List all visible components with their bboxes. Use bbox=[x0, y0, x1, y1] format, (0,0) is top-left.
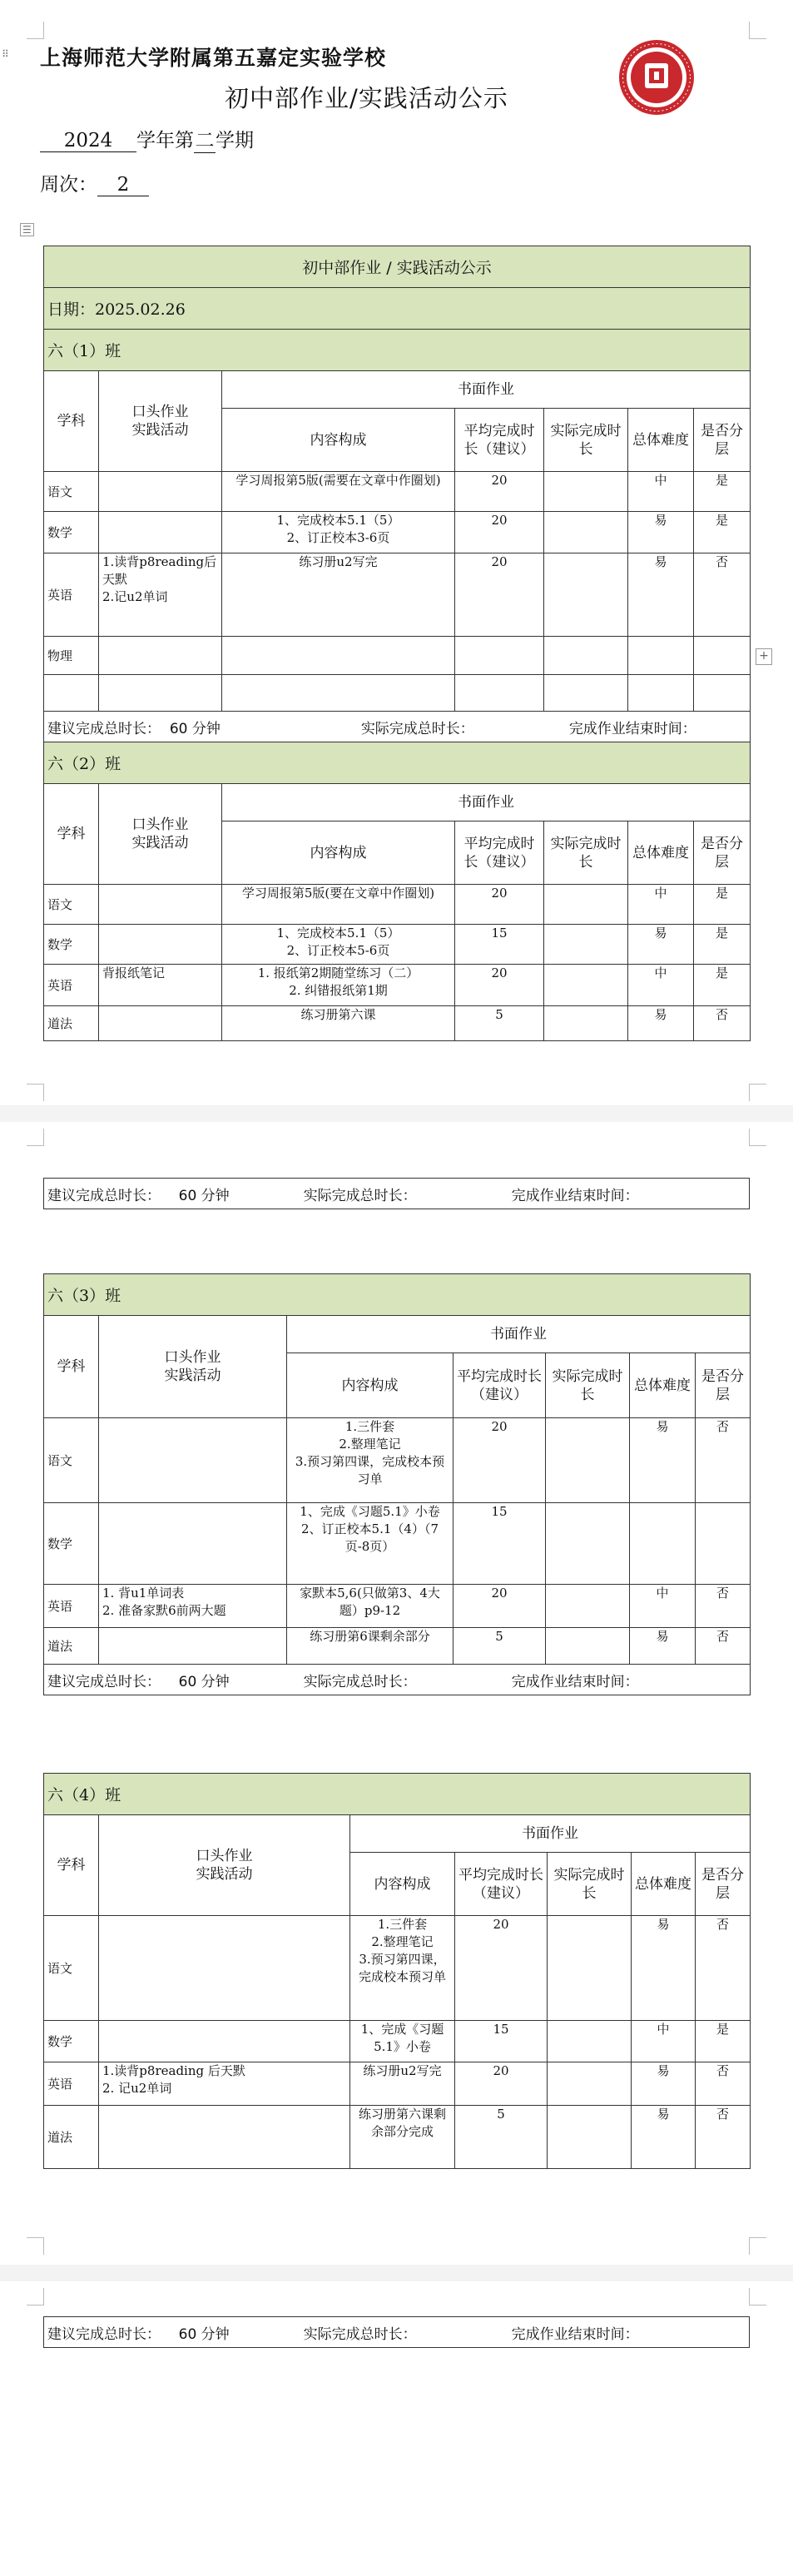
school-logo bbox=[617, 38, 696, 117]
avg-time-cell: 15 bbox=[455, 2021, 548, 2062]
avg-time-cell: 20 bbox=[455, 1916, 548, 2021]
class-4-summary-table bbox=[43, 2316, 750, 2348]
written-content-cell: 1. 报纸第2期随堂练习（二） 2. 纠错报纸第1期 bbox=[222, 965, 455, 1006]
layered-cell bbox=[696, 1503, 751, 1585]
written-content-cell: 练习册第六课剩余部分完成 bbox=[350, 2106, 455, 2169]
avg-time-cell: 20 bbox=[455, 2062, 548, 2106]
actual-time-cell bbox=[546, 1418, 630, 1503]
oral-homework-cell: 1.读背p8reading 后天默 2. 记u2单词 bbox=[99, 2062, 350, 2106]
page-corner-mark bbox=[27, 22, 44, 39]
difficulty-cell: 中 bbox=[628, 472, 694, 512]
subject-cell: 英语 bbox=[44, 965, 99, 1006]
written-content-cell: 练习册u2写完 bbox=[222, 553, 455, 637]
avg-time-cell: 5 bbox=[453, 1628, 546, 1665]
actual-time-cell bbox=[544, 675, 628, 712]
oral-homework-cell: 背报纸笔记 bbox=[99, 965, 222, 1006]
main-table-title: 初中部作业 / 实践活动公示 bbox=[44, 246, 751, 288]
col-header-actual-time: 实际完成时长 bbox=[544, 409, 628, 472]
oral-homework-cell bbox=[99, 1418, 287, 1503]
subject-row bbox=[44, 637, 751, 675]
difficulty-cell: 易 bbox=[632, 2106, 696, 2169]
col-header-actual-time: 实际完成时长 bbox=[548, 1853, 632, 1916]
difficulty-cell: 易 bbox=[630, 1628, 696, 1665]
class-name: 六（3）班 bbox=[44, 1274, 751, 1316]
actual-time-cell bbox=[548, 2106, 632, 2169]
week-line bbox=[40, 169, 149, 196]
page-corner-mark bbox=[27, 2237, 44, 2255]
subject-row bbox=[44, 553, 751, 637]
summary-end-label: 完成作业结束时间： bbox=[511, 1673, 639, 1690]
col-header-layered: 是否分层 bbox=[694, 821, 751, 885]
col-header-content: 内容构成 bbox=[222, 821, 455, 885]
difficulty-cell bbox=[628, 675, 694, 712]
col-header-content: 内容构成 bbox=[222, 409, 455, 472]
page-corner-mark bbox=[749, 22, 766, 39]
summary-suggested-label: 建议完成总时长： bbox=[47, 720, 161, 737]
class-summary bbox=[44, 712, 751, 742]
term-line bbox=[40, 125, 254, 153]
subject-row bbox=[44, 2062, 751, 2106]
actual-time-cell bbox=[548, 1916, 632, 2021]
col-header-avg-time: 平均完成时长（建议） bbox=[455, 409, 544, 472]
layered-cell: 否 bbox=[696, 1585, 751, 1628]
written-content-cell: 1、完成《习题5.1》小卷 bbox=[350, 2021, 455, 2062]
week-value: 2 bbox=[97, 174, 149, 196]
avg-time-cell: 5 bbox=[455, 1006, 544, 1041]
subject-row bbox=[44, 1916, 751, 2021]
written-content-cell: 1、完成《习题5.1》小卷 2、订正校本5.1（4）（7页-8页） bbox=[287, 1503, 453, 1585]
actual-time-cell bbox=[544, 512, 628, 553]
summary-actual-label: 实际完成总时长： bbox=[303, 1187, 417, 1204]
main-table-date: 日期：2025.02.26 bbox=[44, 288, 751, 330]
summary-suggested-value: 60 分钟 bbox=[178, 1187, 230, 1204]
page-corner-mark bbox=[27, 2288, 44, 2305]
written-content-cell: 练习册第6课剩余部分 bbox=[287, 1628, 453, 1665]
avg-time-cell: 20 bbox=[455, 512, 544, 553]
oral-homework-cell bbox=[99, 1503, 287, 1585]
summary-actual-label: 实际完成总时长： bbox=[303, 2325, 417, 2343]
subject-cell: 数学 bbox=[44, 1503, 99, 1585]
col-header-actual-time: 实际完成时长 bbox=[544, 821, 628, 885]
written-content-cell: 学习周报第5版(需要在文章中作圈划) bbox=[222, 472, 455, 512]
subject-cell: 英语 bbox=[44, 1585, 99, 1628]
avg-time-cell: 15 bbox=[453, 1503, 546, 1585]
subject-cell: 物理 bbox=[44, 637, 99, 675]
page-2 bbox=[0, 1122, 793, 2265]
written-content-cell: 学习周报第5版(要在文章中作圈划) bbox=[222, 885, 455, 925]
layered-cell: 是 bbox=[694, 885, 751, 925]
subject-row bbox=[44, 1006, 751, 1041]
written-content-cell bbox=[222, 637, 455, 675]
avg-time-cell: 20 bbox=[455, 965, 544, 1006]
col-header-difficulty: 总体难度 bbox=[628, 409, 694, 472]
avg-time-cell: 15 bbox=[455, 925, 544, 965]
subject-row bbox=[44, 885, 751, 925]
written-content-cell: 1、完成校本5.1（5） 2、订正校本3-6页 bbox=[222, 512, 455, 553]
difficulty-cell: 易 bbox=[628, 1006, 694, 1041]
oral-homework-cell bbox=[99, 637, 222, 675]
difficulty-cell bbox=[630, 1503, 696, 1585]
difficulty-cell: 易 bbox=[630, 1418, 696, 1503]
subject-cell: 数学 bbox=[44, 2021, 99, 2062]
actual-time-cell bbox=[548, 2062, 632, 2106]
subject-row bbox=[44, 2106, 751, 2169]
layered-cell: 否 bbox=[696, 1628, 751, 1665]
summary-end-label: 完成作业结束时间： bbox=[511, 1187, 639, 1204]
avg-time-cell: 20 bbox=[453, 1418, 546, 1503]
page-3 bbox=[0, 2281, 793, 2576]
avg-time-cell: 5 bbox=[455, 2106, 548, 2169]
col-header-content: 内容构成 bbox=[350, 1853, 455, 1916]
layered-cell: 是 bbox=[694, 965, 751, 1006]
table-move-handle-icon[interactable]: ☰ bbox=[20, 223, 34, 236]
col-header-oral: 口头作业 实践活动 bbox=[99, 1815, 350, 1916]
page-corner-mark bbox=[749, 1084, 766, 1101]
difficulty-cell bbox=[628, 637, 694, 675]
actual-time-cell bbox=[546, 1628, 630, 1665]
subject-cell: 数学 bbox=[44, 512, 99, 553]
col-header-oral: 口头作业 实践活动 bbox=[99, 1316, 287, 1418]
subject-cell: 道法 bbox=[44, 1628, 99, 1665]
subject-cell: 语文 bbox=[44, 472, 99, 512]
difficulty-cell: 中 bbox=[630, 1585, 696, 1628]
oral-homework-cell bbox=[99, 1916, 350, 2021]
written-content-cell: 家默本5,6(只做第3、4大题）p9-12 bbox=[287, 1585, 453, 1628]
oral-homework-cell: 1. 背u1单词表 2. 准备家默6前两大题 bbox=[99, 1585, 287, 1628]
avg-time-cell: 20 bbox=[455, 472, 544, 512]
summary-actual-label: 实际完成总时长： bbox=[303, 1673, 417, 1690]
col-header-difficulty: 总体难度 bbox=[630, 1353, 696, 1418]
difficulty-cell: 易 bbox=[628, 925, 694, 965]
layered-cell bbox=[694, 637, 751, 675]
col-header-written: 书面作业 bbox=[222, 784, 751, 821]
main-table-part-1 bbox=[43, 246, 751, 1041]
col-header-layered: 是否分层 bbox=[696, 1353, 751, 1418]
actual-time-cell bbox=[544, 1006, 628, 1041]
oral-homework-cell bbox=[99, 2106, 350, 2169]
summary-suggested-value: 60 分钟 bbox=[178, 1673, 230, 1690]
add-row-icon[interactable]: + bbox=[756, 648, 772, 665]
oral-homework-cell bbox=[99, 925, 222, 965]
layered-cell: 是 bbox=[694, 472, 751, 512]
term-label: 学期 bbox=[216, 130, 254, 151]
oral-homework-cell: 1.读背p8reading后天默 2.记u2单词 bbox=[99, 553, 222, 637]
written-content-cell: 1、完成校本5.1（5） 2、订正校本5-6页 bbox=[222, 925, 455, 965]
col-header-subject: 学科 bbox=[44, 784, 99, 885]
layered-cell: 是 bbox=[694, 512, 751, 553]
layered-cell: 是 bbox=[696, 2021, 751, 2062]
page-corner-mark bbox=[749, 1129, 766, 1146]
col-header-written: 书面作业 bbox=[287, 1316, 751, 1353]
subject-row bbox=[44, 1418, 751, 1503]
subject-cell: 英语 bbox=[44, 2062, 99, 2106]
written-content-cell: 1.三件套 2.整理笔记 3.预习第四课，完成校本预习单 bbox=[350, 1916, 455, 2021]
class-rows bbox=[44, 885, 751, 1041]
oral-homework-cell bbox=[99, 675, 222, 712]
layered-cell: 否 bbox=[694, 1006, 751, 1041]
col-header-oral: 口头作业 实践活动 bbox=[99, 371, 222, 472]
class-name: 六（1）班 bbox=[44, 330, 751, 371]
class-name: 六（2）班 bbox=[44, 742, 751, 784]
col-header-avg-time: 平均完成时长（建议） bbox=[453, 1353, 546, 1418]
difficulty-cell: 易 bbox=[632, 2062, 696, 2106]
oral-homework-cell bbox=[99, 885, 222, 925]
subject-row bbox=[44, 512, 751, 553]
subject-row bbox=[44, 2021, 751, 2062]
oral-homework-cell bbox=[99, 2021, 350, 2062]
summary-suggested-value: 60 分钟 bbox=[169, 720, 221, 737]
subject-cell: 数学 bbox=[44, 925, 99, 965]
actual-time-cell bbox=[544, 965, 628, 1006]
written-content-cell: 练习册u2写完 bbox=[350, 2062, 455, 2106]
subject-row bbox=[44, 1503, 751, 1585]
oral-homework-cell bbox=[99, 1006, 222, 1041]
layered-cell: 否 bbox=[694, 553, 751, 637]
subject-cell bbox=[44, 675, 99, 712]
subject-row bbox=[44, 675, 751, 712]
actual-time-cell bbox=[546, 1585, 630, 1628]
col-header-avg-time: 平均完成时长（建议） bbox=[455, 1853, 548, 1916]
class-summary bbox=[44, 1665, 751, 1695]
subject-row bbox=[44, 472, 751, 512]
avg-time-cell bbox=[455, 675, 544, 712]
actual-time-cell bbox=[544, 637, 628, 675]
page-1 bbox=[0, 0, 793, 1105]
col-header-oral: 口头作业 实践活动 bbox=[99, 784, 222, 885]
summary-suggested-label: 建议完成总时长： bbox=[47, 2325, 161, 2343]
col-header-subject: 学科 bbox=[44, 371, 99, 472]
class-rows bbox=[44, 1418, 751, 1665]
summary-suggested-label: 建议完成总时长： bbox=[47, 1187, 161, 1204]
subject-cell: 道法 bbox=[44, 2106, 99, 2169]
actual-time-cell bbox=[544, 925, 628, 965]
subject-row bbox=[44, 965, 751, 1006]
avg-time-cell: 20 bbox=[453, 1585, 546, 1628]
page-corner-mark bbox=[749, 2237, 766, 2255]
summary-actual-label: 实际完成总时长： bbox=[360, 720, 474, 737]
col-header-subject: 学科 bbox=[44, 1815, 99, 1916]
col-header-layered: 是否分层 bbox=[696, 1853, 751, 1916]
subject-cell: 英语 bbox=[44, 553, 99, 637]
avg-time-cell: 20 bbox=[455, 553, 544, 637]
written-content-cell: 练习册第六课 bbox=[222, 1006, 455, 1041]
summary-suggested-value: 60 分钟 bbox=[178, 2325, 230, 2343]
actual-time-cell bbox=[548, 2021, 632, 2062]
page-corner-mark bbox=[27, 1129, 44, 1146]
page-corner-mark bbox=[27, 1084, 44, 1101]
difficulty-cell: 中 bbox=[628, 965, 694, 1006]
actual-time-cell bbox=[544, 553, 628, 637]
subject-row bbox=[44, 1628, 751, 1665]
summary-suggested-label: 建议完成总时长： bbox=[47, 1673, 161, 1690]
col-header-actual-time: 实际完成时长 bbox=[546, 1353, 630, 1418]
oral-homework-cell bbox=[99, 472, 222, 512]
difficulty-cell: 易 bbox=[628, 512, 694, 553]
summary-end-label: 完成作业结束时间： bbox=[568, 720, 696, 737]
col-header-layered: 是否分层 bbox=[694, 409, 751, 472]
summary-end-label: 完成作业结束时间： bbox=[511, 2325, 639, 2343]
difficulty-cell: 中 bbox=[632, 2021, 696, 2062]
class-summary bbox=[44, 2317, 750, 2348]
subject-cell: 语文 bbox=[44, 885, 99, 925]
col-header-written: 书面作业 bbox=[222, 371, 751, 409]
document-title: 初中部作业/实践活动公示 bbox=[225, 84, 508, 112]
actual-time-cell bbox=[546, 1503, 630, 1585]
layered-cell bbox=[694, 675, 751, 712]
school-year-value: 2024 bbox=[40, 130, 136, 152]
subject-row bbox=[44, 1585, 751, 1628]
written-content-cell: 1.三件套 2.整理笔记 3.预习第四课，完成校本预习单 bbox=[287, 1418, 453, 1503]
class-summary bbox=[44, 1179, 750, 1209]
school-name: 上海师范大学附属第五嘉定实验学校 bbox=[40, 46, 387, 70]
col-header-avg-time: 平均完成时长（建议） bbox=[455, 821, 544, 885]
class-4-table bbox=[43, 1773, 751, 2169]
class-3-table bbox=[43, 1273, 751, 1695]
col-header-difficulty: 总体难度 bbox=[632, 1853, 696, 1916]
col-header-difficulty: 总体难度 bbox=[628, 821, 694, 885]
class-rows bbox=[44, 1916, 751, 2169]
col-header-content: 内容构成 bbox=[287, 1353, 453, 1418]
drag-handle-icon[interactable]: ⠿ bbox=[2, 48, 9, 60]
avg-time-cell bbox=[455, 637, 544, 675]
subject-row bbox=[44, 925, 751, 965]
actual-time-cell bbox=[544, 472, 628, 512]
class-rows bbox=[44, 472, 751, 712]
col-header-written: 书面作业 bbox=[350, 1815, 751, 1853]
subject-cell: 语文 bbox=[44, 1418, 99, 1503]
avg-time-cell: 20 bbox=[455, 885, 544, 925]
written-content-cell bbox=[222, 675, 455, 712]
term-value: 二 bbox=[194, 125, 216, 153]
layered-cell: 否 bbox=[696, 2106, 751, 2169]
week-label: 周次： bbox=[40, 174, 97, 196]
layered-cell: 否 bbox=[696, 2062, 751, 2106]
layered-cell: 否 bbox=[696, 1418, 751, 1503]
class-2-summary-table bbox=[43, 1178, 750, 1209]
difficulty-cell: 易 bbox=[628, 553, 694, 637]
col-header-subject: 学科 bbox=[44, 1316, 99, 1418]
layered-cell: 否 bbox=[696, 1916, 751, 2021]
oral-homework-cell bbox=[99, 1628, 287, 1665]
subject-cell: 语文 bbox=[44, 1916, 99, 2021]
difficulty-cell: 中 bbox=[628, 885, 694, 925]
actual-time-cell bbox=[544, 885, 628, 925]
subject-cell: 道法 bbox=[44, 1006, 99, 1041]
class-name: 六（4）班 bbox=[44, 1774, 751, 1815]
page-corner-mark bbox=[749, 2288, 766, 2305]
oral-homework-cell bbox=[99, 512, 222, 553]
difficulty-cell: 易 bbox=[632, 1916, 696, 2021]
layered-cell: 是 bbox=[694, 925, 751, 965]
school-year-label: 学年第 bbox=[136, 130, 194, 151]
